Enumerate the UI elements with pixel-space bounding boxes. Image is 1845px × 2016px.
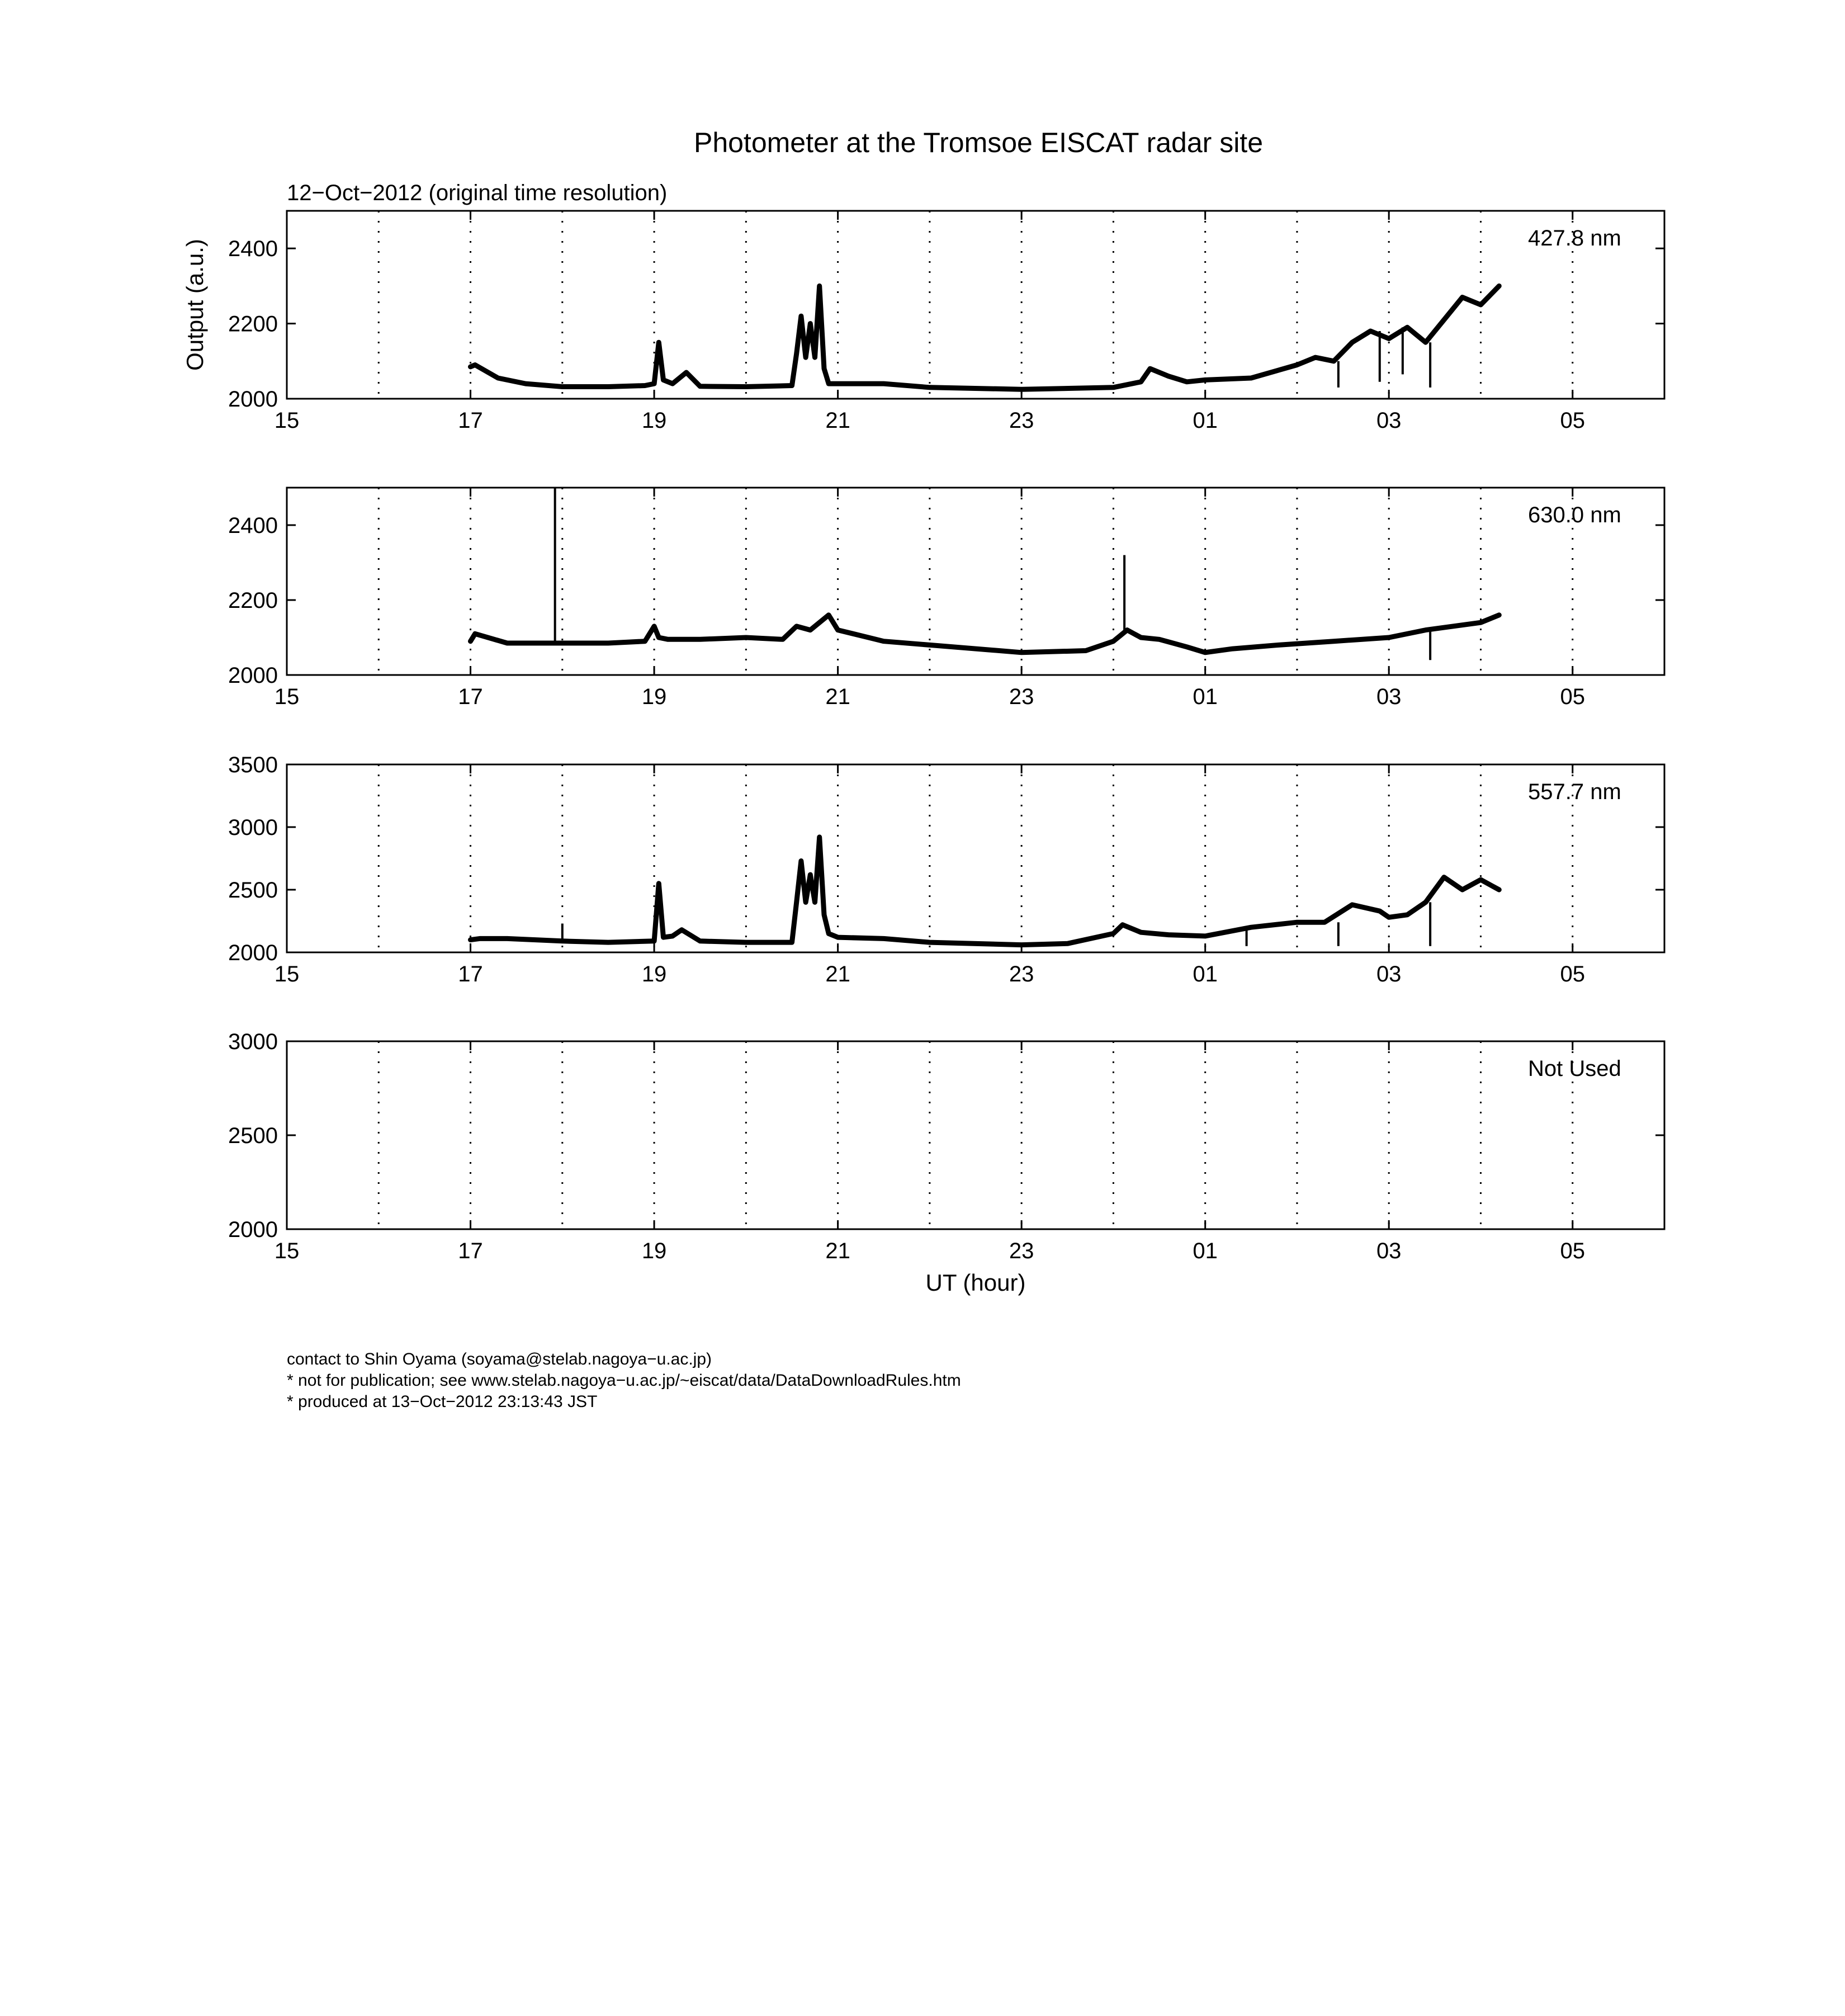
y-tick-label: 3500: [228, 753, 278, 777]
x-tick-label: 19: [641, 1239, 667, 1263]
x-tick-label: 01: [1193, 684, 1218, 709]
x-tick-label: 19: [641, 684, 667, 709]
x-tick-label: 01: [1193, 408, 1218, 433]
x-tick-label: 03: [1376, 684, 1402, 709]
y-tick-label: 3000: [228, 815, 278, 840]
x-tick-label: 15: [274, 684, 300, 709]
y-tick-label: 2000: [228, 387, 278, 412]
y-tick-label: 3000: [228, 1030, 278, 1054]
x-tick-label: 17: [458, 962, 483, 986]
figure-title: Photometer at the Tromsoe EISCAT radar site: [693, 127, 1264, 158]
y-tick-label: 2000: [228, 663, 278, 688]
series-label: Not Used: [1528, 1056, 1621, 1081]
x-tick-label: 05: [1560, 962, 1585, 986]
x-tick-label: 01: [1193, 1239, 1218, 1263]
x-tick-label: 19: [641, 408, 667, 433]
footer-line-produced: * produced at 13−Oct−2012 23:13:43 JST: [287, 1392, 598, 1411]
series-label: 427.8 nm: [1528, 226, 1621, 251]
x-tick-label: 21: [825, 684, 850, 709]
x-axis-label: UT (hour): [925, 1269, 1026, 1296]
y-tick-label: 2200: [228, 311, 278, 337]
x-tick-label: 23: [1009, 684, 1034, 709]
x-tick-label: 05: [1560, 1239, 1585, 1263]
series-line-1: [471, 837, 1499, 945]
x-tick-label: 23: [1009, 408, 1034, 433]
panel-2: [228, 488, 1664, 709]
x-tick-label: 21: [825, 408, 850, 433]
series-line-1: [471, 615, 1499, 653]
panel-frame: [287, 1041, 1664, 1229]
series-line-1: [471, 286, 1499, 389]
figure-subtitle: 12−Oct−2012 (original time resolution): [287, 181, 668, 205]
x-tick-label: 21: [825, 1239, 850, 1263]
y-tick-label: 2400: [228, 237, 278, 262]
y-tick-label: 2400: [228, 513, 278, 538]
x-tick-label: 15: [274, 962, 300, 986]
x-tick-label: 03: [1376, 1239, 1402, 1263]
panel-frame: [287, 764, 1664, 952]
panels-group: [182, 211, 1664, 1296]
x-tick-label: 03: [1376, 408, 1402, 433]
y-tick-label: 2200: [228, 588, 278, 613]
y-tick-label: 2500: [228, 1123, 278, 1148]
x-tick-label: 03: [1376, 962, 1402, 986]
panel-1: [182, 211, 1664, 433]
y-tick-label: 2000: [228, 941, 278, 965]
x-tick-label: 01: [1193, 962, 1218, 986]
x-tick-label: 15: [274, 408, 300, 433]
x-tick-label: 23: [1009, 962, 1034, 986]
series-label: 630.0 nm: [1528, 503, 1621, 527]
x-tick-label: 17: [458, 684, 483, 709]
x-tick-label: 21: [825, 962, 850, 986]
y-tick-label: 2000: [228, 1217, 278, 1242]
x-tick-label: 19: [641, 962, 667, 986]
x-tick-label: 17: [458, 1239, 483, 1263]
panel-4: [228, 1030, 1664, 1296]
x-tick-label: 05: [1560, 408, 1585, 433]
x-tick-label: 15: [274, 1239, 300, 1263]
x-tick-label: 23: [1009, 1239, 1034, 1263]
footer-line-rules: * not for publication; see www.stelab.nagoya−u.ac.jp/~eiscat/data/DataDownloadRules.htm: [287, 1371, 961, 1390]
x-tick-label: 05: [1560, 684, 1585, 709]
y-tick-label: 2500: [228, 878, 278, 903]
footer-line-contact: contact to Shin Oyama (soyama@stelab.nagoya−u.ac.jp): [287, 1350, 712, 1368]
panel-3: [228, 753, 1664, 986]
y-axis-label: Output (a.u.): [182, 239, 208, 371]
x-tick-label: 17: [458, 408, 483, 433]
series-label: 557.7 nm: [1528, 780, 1621, 804]
footer-notes: [287, 1350, 961, 1411]
